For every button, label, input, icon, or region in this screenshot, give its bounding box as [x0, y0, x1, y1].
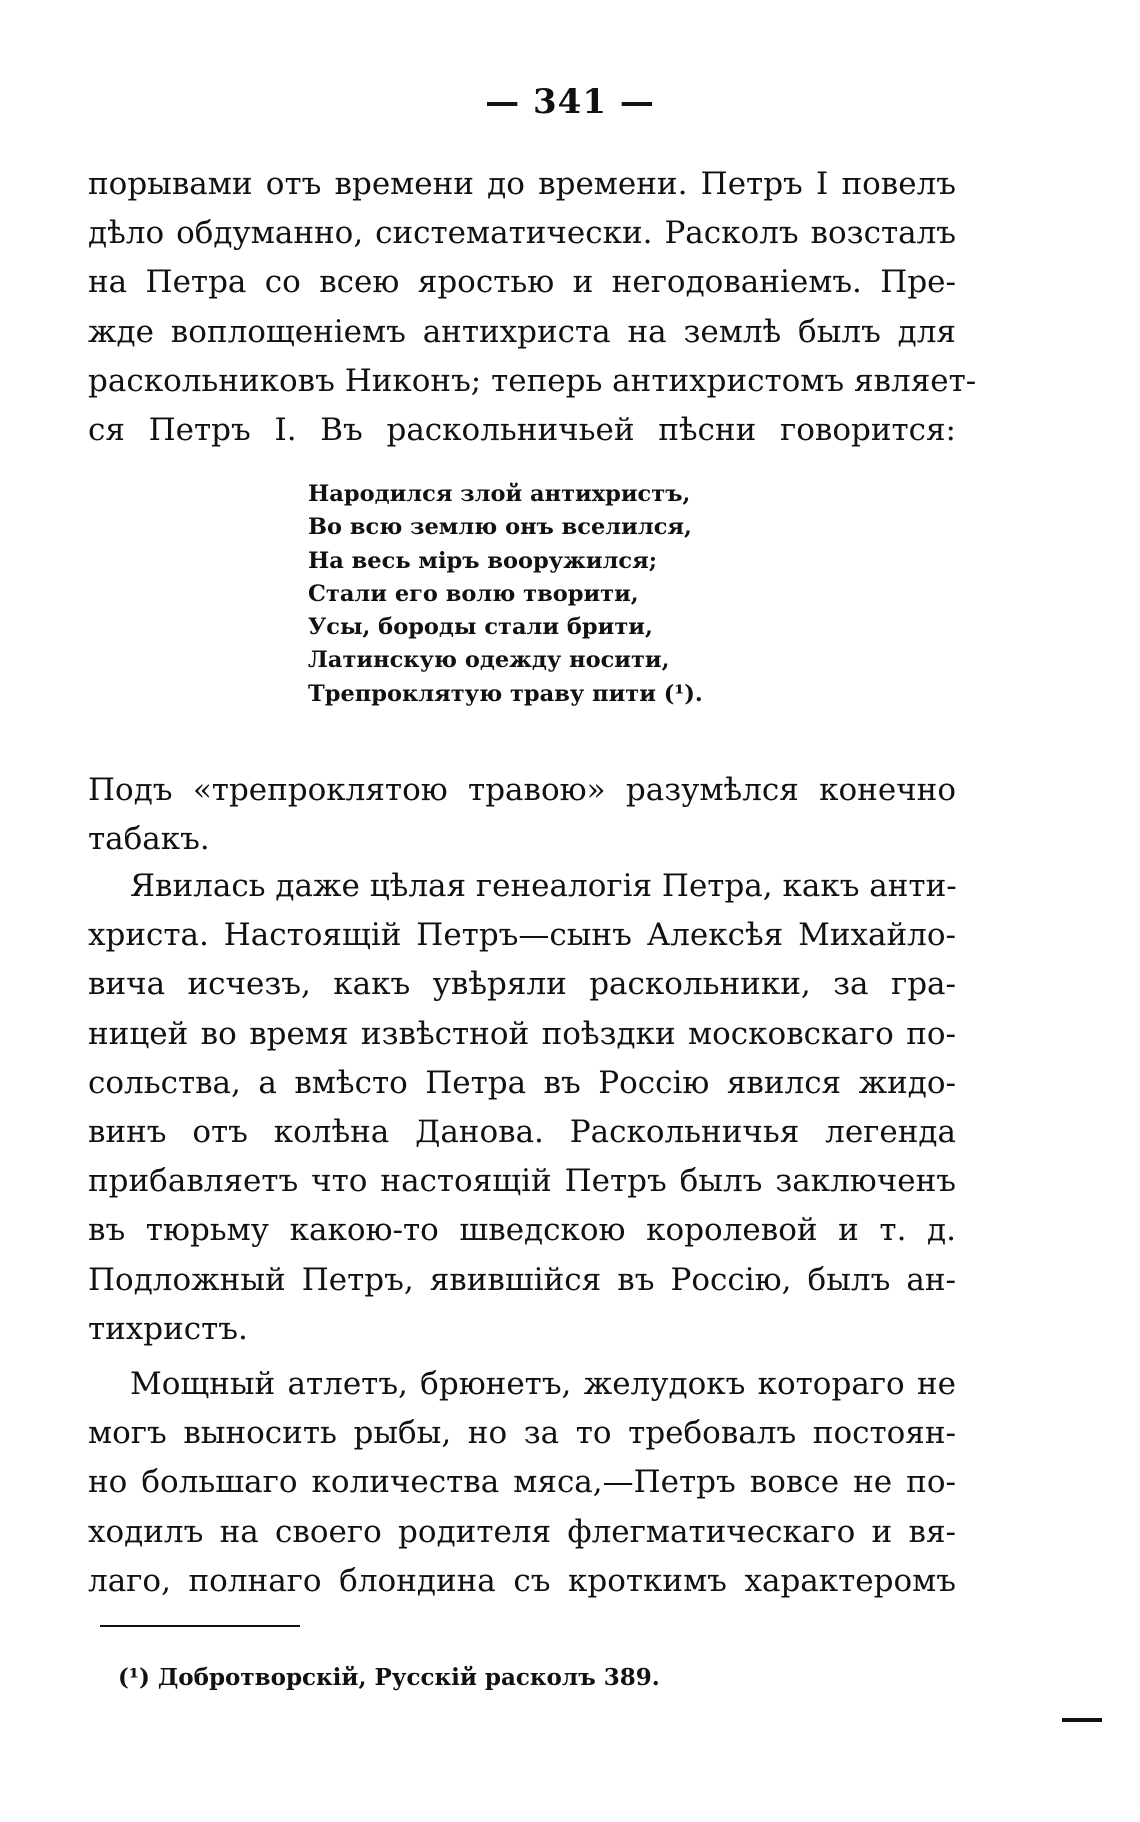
text-line: Подъ «трепроклятою травою» разумѣлся конечно — [88, 772, 956, 808]
text-line: лаго, полнаго блондина съ кроткимъ характеромъ — [88, 1562, 956, 1599]
text-line: Мощный атлетъ, брюнетъ, желудокъ котораго не — [130, 1366, 956, 1402]
paragraph-3 — [88, 862, 956, 1354]
poem-line: Трепроклятую траву пити (¹). — [308, 680, 703, 707]
page-number: — 341 — — [485, 82, 655, 122]
paragraph-4 — [88, 1360, 956, 1606]
text-line: Подложный Петръ, явившійся въ Россію, былъ ан- — [88, 1261, 956, 1298]
text-line: дѣло обдуманно, систематически. Расколъ возсталъ — [88, 215, 956, 252]
text-line: на Петра со всею яростью и негодованіемъ. Пре- — [88, 264, 956, 301]
text-line: вича исчезъ, какъ увѣряли раскольники, за гра- — [88, 966, 956, 1003]
text-line: прибавляетъ что настоящій Петръ былъ заключенъ — [88, 1163, 956, 1200]
paragraph-1 — [88, 160, 977, 455]
paragraph-2 — [88, 766, 956, 864]
poem-line: Народился злой антихристъ, — [308, 481, 691, 507]
margin-mark — [1062, 1718, 1102, 1722]
text-line: ся Петръ I. Въ раскольничьей пѣсни говорится: — [88, 411, 956, 448]
poem-line: Усы, бороды стали брити, — [308, 614, 653, 641]
poem-line: Стали его волю творити, — [308, 580, 639, 607]
text-line: Явилась даже цѣлая генеалогія Петра, какъ анти- — [130, 868, 957, 904]
poem-line: На весь міръ вооружился; — [308, 547, 658, 574]
poem-quote — [308, 478, 703, 711]
footnote: (¹) Добротворскій, Русскій расколъ 389. — [118, 1664, 660, 1691]
text-line: тихристъ. — [88, 1310, 248, 1347]
text-line: въ тюрьму какою-то шведскою королевой и т. д. — [88, 1212, 956, 1249]
text-line: ницей во время извѣстной поѣздки московскаго по- — [88, 1015, 956, 1052]
text-line: винъ отъ колѣна Данова. Раскольничья легенда — [88, 1113, 956, 1150]
text-line: сольства, а вмѣсто Петра въ Россію явился жидо- — [88, 1064, 956, 1101]
text-line: ходилъ на своего родителя флегматическаго и вя- — [88, 1513, 956, 1550]
text-line: табакъ. — [88, 821, 210, 858]
text-line: порывами отъ времени до времени. Петръ I повелъ — [88, 166, 956, 202]
text-line: христа. Настоящій Петръ—сынъ Алексѣя Михайло- — [88, 917, 956, 954]
poem-line: Во всю землю онъ вселился, — [308, 514, 692, 541]
poem-line: Латинскую одежду носити, — [308, 647, 670, 674]
footnote-divider — [100, 1625, 300, 1627]
text-line: раскольниковъ Никонъ; теперь антихристомъ являет- — [88, 362, 977, 399]
text-line: но большаго количества мяса,—Петръ вовсе не по- — [88, 1464, 956, 1501]
text-line: могъ выносить рыбы, но за то требовалъ постоян- — [88, 1415, 956, 1452]
text-line: жде воплощеніемъ антихриста на землѣ былъ для — [88, 313, 956, 350]
